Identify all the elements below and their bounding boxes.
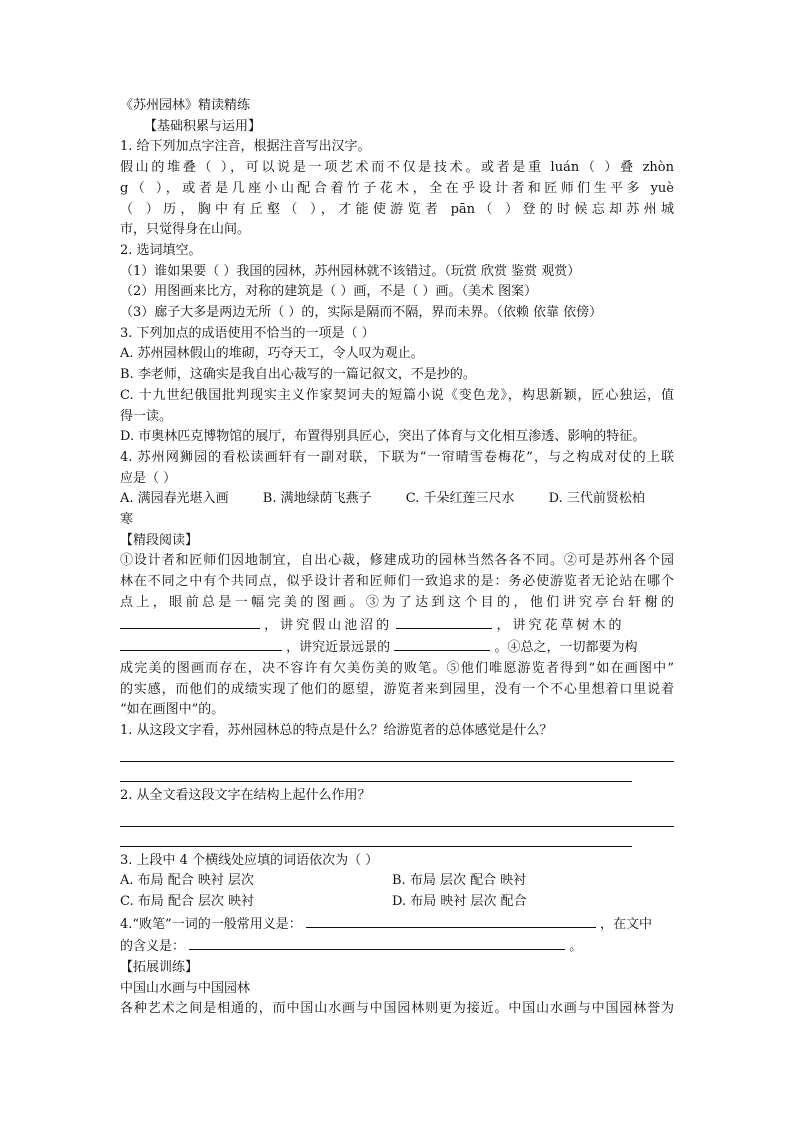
q3-option-a: A. 苏州园林假山的堆砌，巧夺天工，令人叹为观止。	[120, 346, 424, 362]
passage-line-5-text-a: ，讲究近景远景的	[286, 640, 391, 656]
reading-q3-option-b: B. 布局 层次 配合 映衬	[392, 873, 527, 889]
q2-item-2: （2）用图画来比方，对称的建筑是（ ）画，不是（ ）画。（美术 图案）	[120, 284, 538, 300]
passage-line-4-text-a: ，讲究假山池沼的	[264, 617, 393, 633]
reading-q2-answer-line-1[interactable]	[120, 807, 674, 827]
passage-line-4-text-b: ，讲究花草树木的	[496, 617, 625, 633]
q1-line-4: 市，只觉得身在山间。	[120, 222, 251, 238]
section-basic-heading: 【基础积累与运用】	[144, 118, 262, 134]
reading-q4-period: 。	[569, 939, 583, 955]
reading-q4-in-text: ，在文中	[599, 916, 652, 932]
blank-2[interactable]	[396, 614, 492, 629]
q1-line-2: g（ ），或者是几座小山配合着竹子花木，全在乎设计者和匠师们生平多 yuè	[120, 180, 674, 196]
q3-option-b: B. 李老师，这确实是我自出心裁写的一篇记叙文，不是抄的。	[120, 367, 476, 383]
worksheet-title: 《苏州园林》精读精练	[120, 98, 251, 113]
section-reading-heading: 【精段阅读】	[120, 532, 199, 548]
blank-4[interactable]	[394, 636, 490, 651]
reading-q1-answer-line-1[interactable]	[120, 742, 674, 762]
passage-line-6: 成完美的图画而存在，决不容许有欠美伤美的败笔。⑤他们唯愿游览者得到“如在画图中”	[120, 660, 674, 676]
reading-q3-stem: 3. 上段中 4 个横线处应填的词语依次为（ ）	[120, 852, 379, 868]
passage-line-7: 的实感，而他们的成绩实现了他们的愿望，游览者来到园里，没有一个不心里想着口里说着	[120, 681, 674, 697]
blank-1[interactable]	[120, 614, 260, 629]
passage-line-1: ①设计者和匠师们因地制宜，自出心裁，修建成功的园林当然各各不同。②可是苏州各个园	[120, 553, 674, 569]
q4-option-a: A. 满园春光堪入画	[120, 491, 229, 507]
reading-q1: 1. 从这段文字看，苏州园林总的特点是什么？给游览者的总体感觉是什么？	[120, 723, 553, 739]
reading-q3-option-d: D. 布局 映衬 层次 配合	[392, 893, 527, 909]
extension-line-1: 各种艺术之间是相通的，而中国山水画与中国园林则更为接近。中国山水画与中国园林誉为	[120, 1001, 674, 1017]
extension-title: 中国山水画与中国园林	[120, 980, 251, 996]
q4-option-c: C. 千朵红莲三尺水	[405, 491, 515, 507]
reading-q4-blank-1[interactable]	[306, 913, 596, 928]
reading-q1-answer-line-2[interactable]	[120, 762, 632, 782]
q4-stem-line1: 4. 苏州网狮园的看松读画轩有一副对联，下联为“一帘晴雪卷梅花”，与之构成对仗的上联	[120, 449, 674, 465]
reading-q3-options-cd	[120, 892, 674, 913]
passage-line-5	[120, 636, 674, 659]
passage-line-2: 林在不同之中有个共同点，似乎设计者和匠师们一致追求的是：务必使游览者无论站在哪个	[120, 574, 674, 590]
reading-q4-line-1	[120, 913, 674, 936]
reading-q4-line-2	[120, 935, 674, 958]
reading-q4-prompt: 4.“败笔”一词的一般常用义是：	[120, 916, 302, 932]
q2-stem: 2. 选词填空。	[120, 242, 202, 258]
q2-item-1: （1）谁如果要（ ）我国的园林，苏州园林就不该错过。（玩赏 欣赏 鉴赏 观赏）	[120, 263, 581, 279]
q1-line-1: 假山的堆叠（ ），可以说是一项艺术而不仅是技术。或者是重 luán（ ）叠 zhòn	[120, 160, 674, 176]
q3-option-d: D. 市奥林匹克博物馆的展厅，布置得别具匠心，突出了体育与文化相互渗透、影响的特征。	[120, 429, 646, 445]
q1-line-3: （ ）历，胸中有丘壑（ ），才能使游览者 pān（ ）登的时候忘却苏州城	[120, 201, 674, 217]
q4-option-d-wrap: 寒	[120, 512, 134, 528]
passage-line-4	[120, 614, 674, 637]
reading-q3-option-c: C. 布局 配合 层次 映衬	[120, 893, 255, 909]
q3-option-c-line1: C. 十九世纪俄国批判现实主义作家契诃夫的短篇小说《变色龙》，构思新颖，匠心独运，值	[120, 387, 674, 403]
q4-stem-line2: 应是（ ）	[120, 470, 177, 486]
reading-q2-answer-line-2[interactable]	[120, 827, 632, 847]
passage-line-5-text-b: 。④总之，一切都要为构	[494, 640, 638, 656]
q3-stem: 3. 下列加点的成语使用不恰当的一项是（ ）	[120, 325, 375, 341]
q2-item-3: （3）廊子大多是两边无所（ ）的，实际是隔而不隔，界而未界。（依赖 依靠 依傍）	[120, 305, 603, 321]
q1-stem: 1. 给下列加点字注音，根据注音写出汉字。	[120, 139, 371, 155]
q3-option-c-line2: 得一读。	[120, 408, 173, 424]
q4-option-b: B. 满地绿荫飞燕子	[262, 491, 372, 507]
reading-q2: 2. 从全文看这段文字在结构上起什么作用？	[120, 787, 371, 803]
q4-options	[120, 489, 674, 510]
q4-option-d: D. 三代前贤松柏	[548, 491, 645, 507]
reading-q4-meaning-label: 的含义是：	[120, 939, 186, 955]
reading-q3-option-a: A. 布局 配合 映衬 层次	[120, 873, 255, 889]
passage-line-8: “如在画图中”的。	[120, 702, 225, 718]
reading-q4-blank-2[interactable]	[189, 935, 565, 950]
reading-q3-options-ab	[120, 871, 674, 892]
worksheet-page	[120, 96, 674, 1020]
section-extension-heading: 【拓展训练】	[120, 960, 199, 976]
blank-3[interactable]	[120, 636, 282, 651]
passage-line-3: 点上，眼前总是一幅完美的图画。③为了达到这个目的，他们讲究亭台轩榭的	[120, 594, 674, 610]
